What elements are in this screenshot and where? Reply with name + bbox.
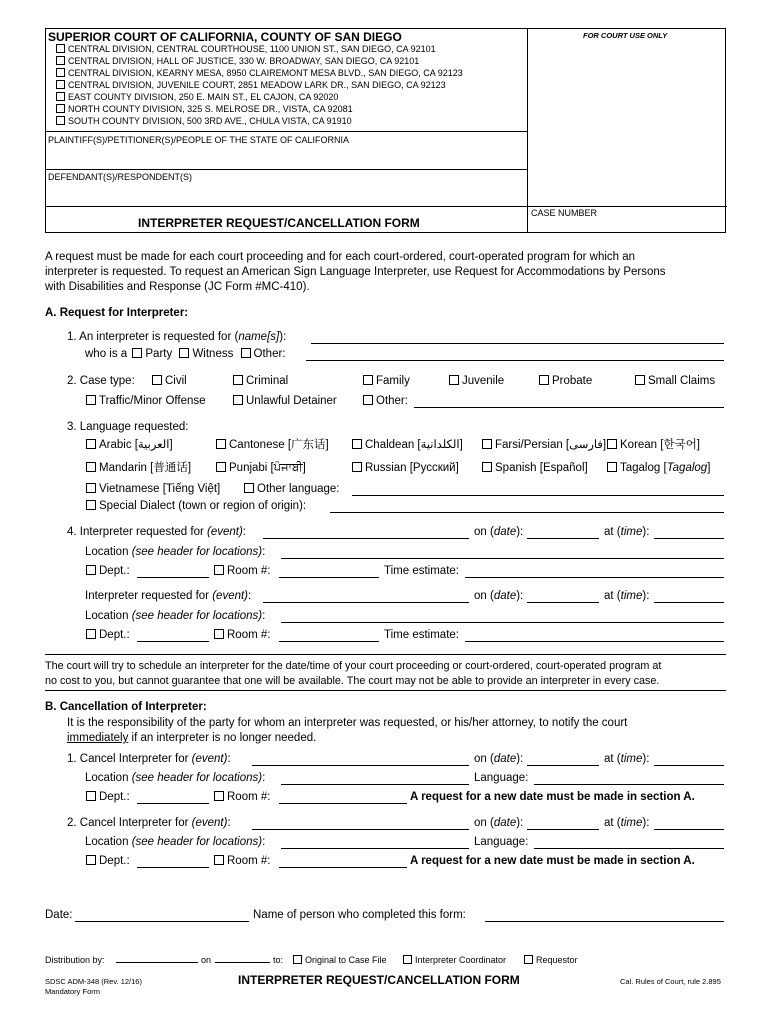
cancel-2-label: 2. Cancel Interpreter for (event):	[67, 817, 231, 829]
on-date-label: on (date):	[474, 753, 524, 765]
intro-line: interpreter is requested. To request an American Sign Language Interpreter, use Request for Accommodations by Persons	[45, 266, 666, 278]
section-b-text: It is the responsibility of the party for whom an interpreter was requested, or his/her attorney, to notify the court	[67, 717, 628, 729]
lang-korean[interactable]: Korean [한국어]	[607, 438, 700, 452]
intro-line: with Disabilities and Response (JC Form #MC-410).	[45, 281, 310, 293]
special-dialect[interactable]: Special Dialect (town or region of origin):	[86, 499, 306, 513]
dept-field[interactable]	[137, 792, 209, 804]
lang-punjabi[interactable]: Punjabi [ਪੰਜਾਬੀ]	[216, 461, 306, 475]
checkbox[interactable]	[56, 44, 65, 53]
request-label: Interpreter requested for (event):	[85, 590, 252, 602]
event-field[interactable]	[252, 818, 469, 830]
q4-label: 4. Interpreter requested for (event):	[67, 526, 246, 538]
checkbox[interactable]	[56, 56, 65, 65]
dept-field[interactable]	[137, 630, 209, 642]
section-b-text: immediately if an interpreter is no longer needed.	[67, 732, 317, 744]
on-date-label: on (date):	[474, 526, 524, 538]
checkbox[interactable]	[56, 68, 65, 77]
lang-cantonese[interactable]: Cantonese [广东话]	[216, 438, 329, 452]
dept-checkbox[interactable]: Dept.:	[86, 564, 130, 578]
section-b-title: B. Cancellation of Interpreter:	[45, 701, 207, 713]
divider	[46, 169, 527, 170]
division-option[interactable]: SOUTH COUNTY DIVISION, 500 3RD AVE., CHULA VISTA, CA 91910	[56, 116, 352, 127]
time-estimate-field[interactable]	[465, 566, 724, 578]
room-checkbox[interactable]: Room #:	[214, 628, 270, 642]
lang-tagalog[interactable]: Tagalog [Tagalog]	[607, 461, 710, 475]
distribution-label: Distribution by:	[45, 955, 105, 965]
checkbox[interactable]	[56, 116, 65, 125]
room-field[interactable]	[279, 792, 407, 804]
room-checkbox[interactable]: Room #:	[214, 854, 270, 868]
time-field[interactable]	[654, 527, 724, 539]
lang-farsi[interactable]: Farsi/Persian [فارسی]	[482, 438, 606, 452]
time-estimate-label: Time estimate:	[384, 629, 459, 641]
on-label: on	[201, 955, 212, 965]
time-estimate-field[interactable]	[465, 630, 724, 642]
date-field[interactable]	[75, 910, 249, 922]
room-field[interactable]	[279, 630, 379, 642]
lang-mandarin[interactable]: Mandarin [普通话]	[86, 461, 191, 475]
new-date-note: A request for a new date must be made in section A.	[410, 855, 695, 867]
dept-field[interactable]	[137, 856, 209, 868]
case-type-criminal[interactable]: Criminal	[233, 374, 288, 388]
dept-field[interactable]	[137, 566, 209, 578]
divider	[45, 654, 726, 655]
location-field[interactable]	[281, 773, 469, 785]
lang-russian[interactable]: Russian [Русский]	[352, 461, 459, 475]
lang-chaldean[interactable]: Chaldean [الكلدانية]	[352, 438, 463, 452]
room-checkbox[interactable]: Room #:	[214, 564, 270, 578]
time-field[interactable]	[654, 754, 724, 766]
case-number-label: CASE NUMBER	[531, 208, 598, 218]
division-option[interactable]: CENTRAL DIVISION, HALL OF JUSTICE, 330 W. BROADWAY, SAN DIEGO, CA 92101	[56, 56, 419, 67]
checkbox[interactable]	[56, 80, 65, 89]
date-field[interactable]	[527, 591, 599, 603]
divider	[46, 131, 527, 132]
other-field[interactable]	[306, 349, 724, 361]
party-checkbox[interactable]	[132, 348, 142, 358]
original-checkbox[interactable]: Original to Case File	[293, 953, 387, 967]
location-label: Location (see header for locations):	[85, 772, 266, 784]
coordinator-checkbox[interactable]: Interpreter Coordinator	[403, 953, 506, 967]
form-number: SDSC ADM-348 (Rev. 12/16)	[45, 977, 142, 986]
event-field[interactable]	[252, 754, 469, 766]
mandatory-form: Mandatory Form	[45, 987, 101, 996]
case-type-civil[interactable]: Civil	[152, 374, 187, 388]
form-title: INTERPRETER REQUEST/CANCELLATION FORM	[138, 216, 420, 230]
case-type-small-claims[interactable]: Small Claims	[635, 374, 715, 388]
dept-checkbox[interactable]: Dept.:	[86, 790, 130, 804]
checkbox[interactable]	[56, 92, 65, 101]
location-field[interactable]	[281, 611, 724, 623]
at-time-label: at (time):	[604, 817, 650, 829]
language-label: Language:	[474, 836, 529, 848]
divider	[527, 206, 528, 233]
location-label: Location (see header for locations):	[85, 610, 266, 622]
section-a-title: A. Request for Interpreter:	[45, 307, 189, 319]
time-estimate-label: Time estimate:	[384, 565, 459, 577]
division-option[interactable]: CENTRAL DIVISION, CENTRAL COURTHOUSE, 1100 UNION ST., SAN DIEGO, CA 92101	[56, 44, 436, 55]
language-field[interactable]	[534, 773, 724, 785]
case-type-other[interactable]: Other:	[363, 394, 408, 408]
lang-arabic[interactable]: Arabic [العربية]	[86, 438, 173, 452]
location-field[interactable]	[281, 547, 724, 559]
room-checkbox[interactable]: Room #:	[214, 790, 270, 804]
time-field[interactable]	[654, 818, 724, 830]
cancel-1-label: 1. Cancel Interpreter for (event):	[67, 753, 231, 765]
on-date-label: on (date):	[474, 590, 524, 602]
language-field[interactable]	[534, 837, 724, 849]
room-field[interactable]	[279, 566, 379, 578]
court-use-box	[527, 29, 728, 207]
checkbox[interactable]	[56, 104, 65, 113]
other-checkbox[interactable]	[241, 348, 251, 358]
date-field[interactable]	[527, 818, 599, 830]
date-label: Date:	[45, 909, 73, 921]
requestor-checkbox[interactable]: Requestor	[524, 953, 578, 967]
notice-line: The court will try to schedule an interpreter for the date/time of your court proceeding or court-ordered, court-operated program at	[45, 660, 662, 672]
new-date-note: A request for a new date must be made in section A.	[410, 791, 695, 803]
time-field[interactable]	[654, 591, 724, 603]
on-date-label: on (date):	[474, 817, 524, 829]
date-field[interactable]	[527, 754, 599, 766]
notice-line: no cost to you, but cannot guarantee that one will be available. The court may not be able to provide an interpreter in every case.	[45, 675, 660, 687]
rule-reference: Cal. Rules of Court, rule 2.895	[620, 977, 721, 986]
dept-checkbox[interactable]: Dept.:	[86, 854, 130, 868]
lang-spanish[interactable]: Spanish [Español]	[482, 461, 588, 475]
defendant-label: DEFENDANT(S)/RESPONDENT(S)	[48, 172, 193, 182]
plaintiff-label: PLAINTIFF(S)/PETITIONER(S)/PEOPLE OF THE STATE OF CALIFORNIA	[48, 135, 350, 145]
distribution-field[interactable]	[116, 953, 198, 963]
division-option[interactable]: CENTRAL DIVISION, KEARNY MESA, 8950 CLAIREMONT MESA BLVD., SAN DIEGO, CA 92123	[56, 68, 463, 79]
division-option[interactable]: EAST COUNTY DIVISION, 250 E. MAIN ST., EL CAJON, CA 92020	[56, 92, 338, 103]
location-label: Location (see header for locations):	[85, 836, 266, 848]
event-field[interactable]	[263, 527, 469, 539]
divider	[45, 690, 726, 691]
lang-vietnamese[interactable]: Vietnamese [Tiếng Việt]	[86, 482, 220, 496]
divider	[46, 206, 727, 207]
name-field[interactable]	[485, 910, 724, 922]
at-time-label: at (time):	[604, 526, 650, 538]
intro-line: A request must be made for each court proceeding and for each court-ordered, court-operated program for which an	[45, 251, 636, 263]
q2-label: 2. Case type:	[67, 375, 135, 387]
dept-checkbox[interactable]: Dept.:	[86, 628, 130, 642]
at-time-label: at (time):	[604, 590, 650, 602]
case-type-probate[interactable]: Probate	[539, 374, 592, 388]
division-option[interactable]: CENTRAL DIVISION, JUVENILE COURT, 2851 MEADOW LARK DR., SAN DIEGO, CA 92123	[56, 80, 446, 91]
date-field[interactable]	[527, 527, 599, 539]
location-field[interactable]	[281, 837, 469, 849]
room-field[interactable]	[279, 856, 407, 868]
division-option[interactable]: NORTH COUNTY DIVISION, 325 S. MELROSE DR., VISTA, CA 92081	[56, 104, 353, 115]
event-field[interactable]	[263, 591, 469, 603]
lang-other[interactable]: Other language:	[244, 482, 339, 496]
case-type-family[interactable]: Family	[363, 374, 410, 388]
name-label: Name of person who completed this form:	[253, 909, 466, 921]
dialect-field[interactable]	[330, 501, 724, 513]
q1-label: 1. An interpreter is requested for (name[s]):	[67, 331, 287, 343]
name-field[interactable]	[311, 332, 724, 344]
case-type-unlawful[interactable]: Unlawful Detainer	[233, 394, 337, 408]
at-time-label: at (time):	[604, 753, 650, 765]
to-label: to:	[273, 955, 284, 965]
court-title: SUPERIOR COURT OF CALIFORNIA, COUNTY OF SAN DIEGO	[48, 30, 402, 44]
caption-box	[45, 28, 726, 233]
distribution-date-field[interactable]	[215, 953, 270, 963]
case-type-juvenile[interactable]: Juvenile	[449, 374, 504, 388]
language-label: Language:	[474, 772, 529, 784]
location-label: Location (see header for locations):	[85, 546, 266, 558]
witness-checkbox[interactable]	[179, 348, 189, 358]
case-type-traffic[interactable]: Traffic/Minor Offense	[86, 394, 206, 408]
court-use-label: FOR COURT USE ONLY	[583, 31, 668, 40]
footer-title: INTERPRETER REQUEST/CANCELLATION FORM	[238, 973, 520, 987]
case-type-other-field[interactable]	[414, 396, 724, 408]
who-is-row: who is a Party Witness Other:	[85, 348, 286, 360]
other-language-field[interactable]	[352, 484, 724, 496]
q3-label: 3. Language requested:	[67, 421, 189, 433]
